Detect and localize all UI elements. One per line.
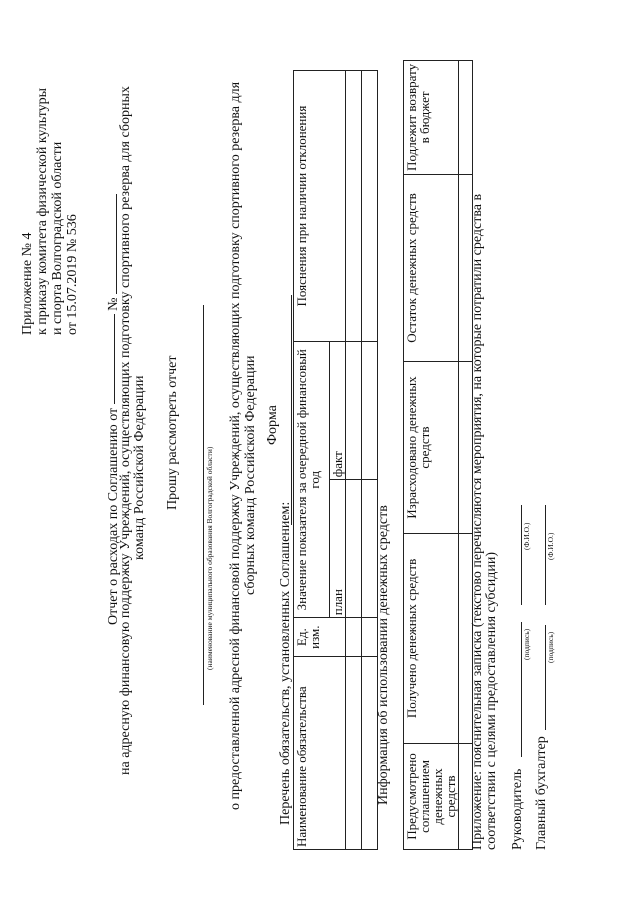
- obligations-cell[interactable]: [346, 657, 362, 850]
- report-title-line3: команд Российской Федерации: [132, 375, 147, 560]
- funds-cell[interactable]: [459, 61, 473, 175]
- report-title-line2: на адресную финансовую поддержку Учреждений, осуществляющих подготовку спортивного резерва для сборных: [118, 86, 133, 775]
- report-title-no: №: [106, 297, 121, 311]
- funds-title: Информация об использовании денежных средств: [376, 505, 391, 805]
- obligations-table: [293, 70, 378, 850]
- request-text: Прошу рассмотреть отчет: [165, 355, 180, 510]
- accountant-name-caption: (Ф.И.О.): [546, 532, 555, 560]
- head-signature-caption: (подпись): [522, 628, 531, 660]
- appendix-date: от 15.07.2019 № 536: [65, 214, 80, 335]
- accountant-label: Главный бухгалтер: [534, 736, 549, 850]
- report-title-prefix: Отчет о расходах по Соглашению от: [106, 407, 121, 625]
- funds-table: [403, 60, 473, 850]
- obligations-cell[interactable]: [346, 342, 362, 480]
- appendix-number: Приложение № 4: [20, 232, 35, 335]
- funds-col-received: Получено денежных средств: [404, 533, 459, 743]
- purpose-line2: сборных команд Российской Федерации: [243, 355, 258, 595]
- funds-col-refund: Подлежит возврату в бюджет: [404, 61, 459, 175]
- form-label: Форма: [265, 405, 280, 445]
- funds-col-spent: Израсходовано денежных средств: [404, 362, 459, 534]
- obligations-col-name: Наименование обязательства: [294, 657, 346, 850]
- attachment-line2: соответствии с целями предоставления субсидии): [484, 551, 499, 850]
- obligations-title: Перечень обязательств, установленных Соглашением:: [278, 501, 293, 825]
- obligations-col-notes: Пояснения при наличии отклонения: [294, 71, 346, 342]
- funds-col-planned: Предусмотрено соглашением денежных средств: [404, 743, 459, 849]
- obligations-col-fact: факт: [330, 342, 346, 480]
- appendix-block: [20, 88, 80, 335]
- obligations-col-value: Значение показателя за очередной финансовый год: [294, 342, 330, 618]
- obligations-cell[interactable]: [362, 71, 378, 342]
- agreement-number-field[interactable]: [104, 194, 117, 294]
- appendix-committee: и спорта Волгоградской области: [50, 141, 65, 335]
- agreement-date-field[interactable]: [114, 314, 115, 404]
- obligations-cell[interactable]: [346, 618, 362, 657]
- accountant-signature-caption: (подпись): [546, 631, 555, 663]
- municipality-caption: (наименование муниципального образования Волгоградской области): [205, 446, 214, 670]
- obligations-col-unit: Ед. изм.: [294, 618, 346, 657]
- funds-col-balance: Остаток денежных средств: [404, 174, 459, 361]
- head-name-caption: (Ф.И.О.): [522, 522, 531, 550]
- municipality-field[interactable]: [203, 305, 204, 705]
- head-name-field[interactable]: [521, 505, 522, 605]
- obligations-cell[interactable]: [346, 480, 362, 618]
- attachment-line1: Приложение: пояснительная записка (текстово перечисляются мероприятия, на которые потратили средства в: [470, 193, 485, 850]
- obligations-cell[interactable]: [362, 342, 378, 480]
- purpose-line1: о предоставленной адресной финансовой поддержку Учреждений, осуществляющих подготовку спортивного резерва для: [228, 81, 243, 810]
- head-label: Руководитель: [510, 768, 525, 850]
- obligations-title-underline: [291, 295, 292, 525]
- obligations-col-plan: план: [330, 480, 346, 618]
- appendix-order: к приказу комитета физической культуры: [35, 88, 50, 335]
- obligations-cell[interactable]: [346, 71, 362, 342]
